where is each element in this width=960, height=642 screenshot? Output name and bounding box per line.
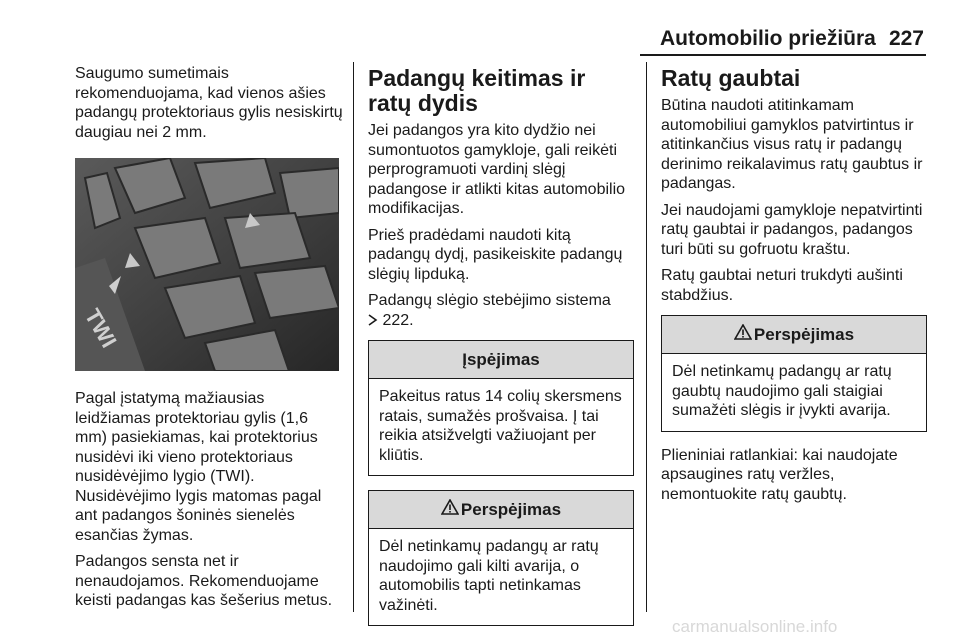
warning-box-header [662, 316, 926, 354]
paragraph: Jei padangos yra kito dydžio nei sumontuotos gamykloje, gali reikėti perprogramuoti vardinį slėgį padangose ir atlikti kitas automobilio modifikacijas. [368, 122, 626, 217]
paragraph: Būtina naudoti atitinkamam automobiliui gamyklos patvirtintus ir atitinkančius visus ratų ir padangų derinimo reikalavimus ratų gaubtus ir padangas. [661, 97, 923, 192]
notice-title: Įspėjimas [462, 349, 540, 369]
warning-box [661, 315, 927, 432]
warning-title: Perspėjimas [460, 499, 562, 519]
page-reference-link[interactable]: 222. [382, 311, 414, 329]
paragraph: Pagal įstatymą mažiausias leidžiamas protektoriau gylis (1,6 mm) pasiekiamas, kai protektorius nusidėvi iki vieno protektoriaus nusidėvėjimo lygio (TWI). Nusidėvėjimo lygis matomas pagal ant padangos šoninės sienelės esančias žymas. [75, 390, 322, 544]
header-title: Automobilio priežiūra [660, 27, 876, 50]
notice-box-header [369, 341, 633, 379]
header-rule [640, 54, 926, 56]
warning-title: Perspėjimas [753, 324, 855, 344]
watermark: carmanualsonline.info [672, 617, 838, 636]
twi-marking: TWI [79, 304, 122, 352]
paragraph: Plieniniai ratlankiai: kai naudojate apsaugines ratų veržles, nemontuokite ratų gaubtų. [661, 446, 898, 503]
notice-box [368, 340, 634, 476]
column-2 [368, 64, 634, 640]
arrow-reference-icon [368, 312, 382, 329]
paragraph: Prieš pradėdami naudoti kitą padangų dydį, pasikeiskite padangų slėgių lipduką. [368, 226, 623, 283]
warning-box [368, 490, 634, 626]
column-divider-1 [353, 62, 354, 612]
warning-text: Dėl netinkamų padangų ar ratų gaubtų naudojimo gali staigiai sumažėti slėgis ir įvykti avarija. [672, 363, 892, 419]
warning-box-header [369, 491, 633, 529]
warning-triangle-icon [734, 324, 752, 345]
page-header [640, 24, 926, 54]
notice-text: Pakeitus ratus 14 colių skersmens ratais, sumažės prošvaisa. Į tai reikia atsižvelgti važiuojant per kliūtis. [379, 388, 622, 464]
paragraph [368, 291, 634, 330]
section-heading: Ratų gaubtai [661, 65, 801, 91]
tire-tread-image [75, 158, 339, 371]
warning-triangle-icon [441, 499, 459, 520]
paragraph: Saugumo sumetimais rekomenduojama, kad vienos ašies padangų protektoriaus gylis nesiskirtų daugiau nei 2 mm. [75, 65, 343, 141]
column-1 [75, 64, 343, 618]
paragraph: Jei naudojami gamykloje nepatvirtinti ratų gaubtai ir padangos, padangos turi būti su gofruotu kraštu. [661, 201, 923, 258]
column-divider-2 [646, 62, 647, 612]
section-heading: Padangų keitimas ir ratų dydis [368, 65, 586, 116]
column-3 [661, 64, 929, 511]
reference-text: Padangų slėgio stebėjimo sistema [368, 292, 611, 309]
paragraph: Ratų gaubtai neturi trukdyti aušinti stabdžius. [661, 267, 903, 304]
paragraph: Padangos sensta net ir nenaudojamos. Rekomenduojame keisti padangas kas šešerius metus. [75, 553, 333, 609]
page-number: 227 [888, 27, 924, 50]
tire-tread-illustration [75, 158, 339, 371]
warning-text: Dėl netinkamų padangų ar ratų naudojimo gali kilti avarija, o automobilis tapti netinkamas važinėti. [379, 538, 599, 614]
